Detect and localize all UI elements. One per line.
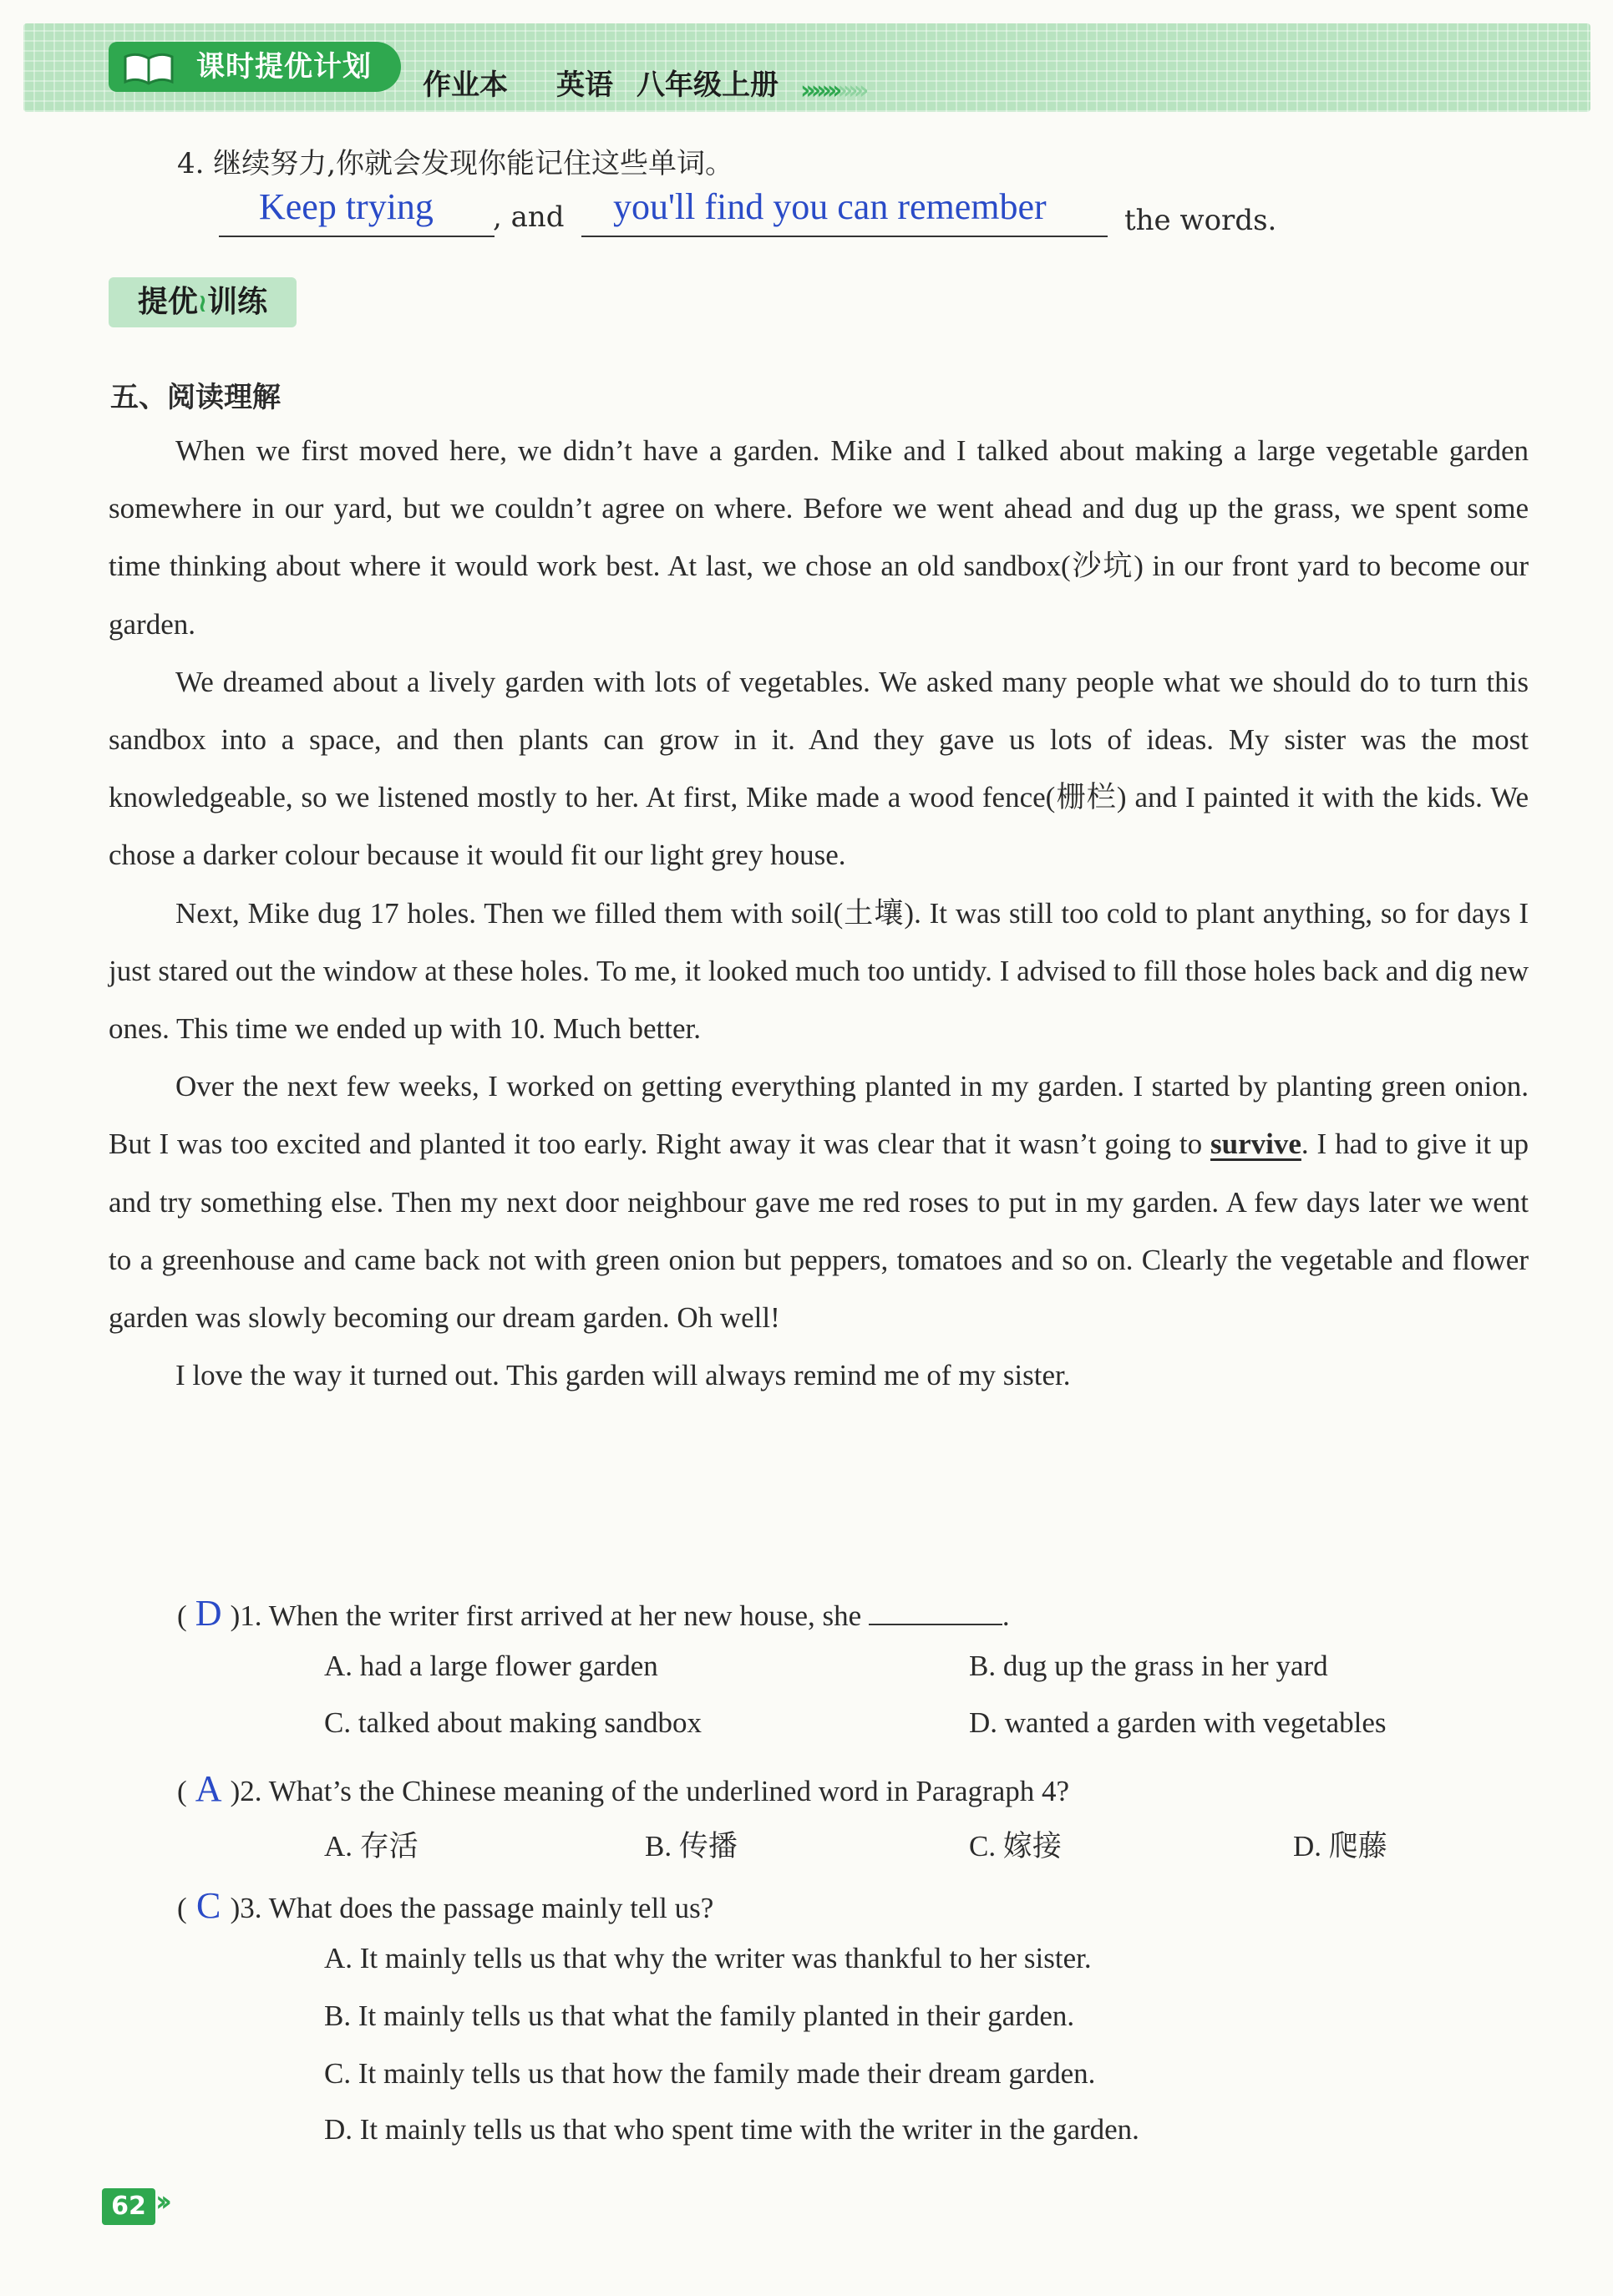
- subject: 英语: [556, 68, 613, 102]
- page-chevron-icon: ››: [155, 2185, 166, 2218]
- q2-answer: A: [195, 1768, 222, 1809]
- q1-answer: D: [195, 1593, 222, 1634]
- underlined-word: survive: [1210, 1128, 1301, 1161]
- question-1: ( D )1. When the writer first arrived at her new house, she .: [177, 1593, 1010, 1634]
- brand-title: 课时提优计划: [196, 50, 372, 84]
- q1-number: )1.: [230, 1599, 262, 1632]
- question-3: ( C )3. What does the passage mainly tell us?: [177, 1885, 714, 1926]
- q4-prompt: 4. 继续努力,你就会发现你能记住这些单词。: [177, 147, 734, 180]
- paragraph-5: I love the way it turned out. This garden will always remind me of my sister.: [175, 1359, 1071, 1392]
- q3-option-a: A. It mainly tells us that why the writer was thankful to her sister.: [324, 1942, 1092, 1974]
- q1-option-a: A. had a large flower garden: [324, 1650, 658, 1682]
- q4-blank-1: [219, 236, 495, 237]
- header-chevrons-icon: ››››››››››››: [800, 76, 865, 105]
- paragraph-2: We dreamed about a lively garden with lots of vegetables. We asked many people what we should do to turn this sandbox into a space, and then plants can grow in it. And they gave us lots of ideas. My sister was the most knowledgeable, so we listened mostly to her. At first, Mike made a wood fence(栅栏) and I painted it with the kids. We chose a darker colour because it would fit our light grey house.: [109, 665, 1529, 872]
- book-icon: [124, 50, 174, 85]
- paragraph-4-start: Over the next few weeks, I worked on getting everything planted in my garden. I started by planting green onion. But I was too excited and planted it too early. Right away it was clear that it wasn’t going to: [109, 1070, 1529, 1161]
- q3-answer: C: [195, 1885, 221, 1926]
- q2-number: )2.: [230, 1775, 262, 1807]
- book-type: 作业本: [423, 68, 508, 102]
- q4-answer-1: Keep trying: [259, 186, 434, 227]
- q3-option-d: D. It mainly tells us that who spent time with the writer in the garden.: [324, 2113, 1139, 2146]
- q2-option-a: A. 存活: [324, 1830, 418, 1863]
- q4-answer-2: you'll find you can remember: [613, 186, 1047, 227]
- q4-tail: the words.: [1124, 204, 1277, 237]
- grade: 八年级上册: [637, 68, 779, 102]
- section-title: 五、阅读理解: [110, 381, 281, 414]
- swirl-icon: ≀: [197, 289, 208, 318]
- paragraph-4-end: . I had to give it up and try something else. Then my next door neighbour gave me red roses to put in my garden. A few days later we went to a greenhouse and came back not with green onion but peppers, tomatoes and so on. Clearly the vegetable and flower garden was slowly becoming our dream garden. Oh well!: [109, 1128, 1529, 1335]
- q1-option-c: C. talked about making sandbox: [324, 1706, 703, 1739]
- q1-stem: When the writer first arrived at her new house, she: [268, 1599, 862, 1632]
- q4-connector: , and: [493, 200, 565, 234]
- q2-option-d: D. 爬藤: [1293, 1830, 1387, 1863]
- q1-stem-end: .: [1002, 1599, 1010, 1632]
- section-tag-part2: 训练: [207, 285, 268, 319]
- paragraph-1: When we first moved here, we didn’t have a garden. Mike and I talked about making a large vegetable garden somewhere in our yard, but we couldn’t agree on where. Before we went ahead and dug up the grass, we spent some time thinking about where it would work best. At last, we chose an old sandbox(沙坑) in our front yard to become our garden.: [109, 434, 1529, 641]
- q1-option-b: B. dug up the grass in her yard: [969, 1650, 1328, 1682]
- q3-option-b: B. It mainly tells us that what the family planted in their garden.: [324, 1999, 1075, 2032]
- q2-stem: What’s the Chinese meaning of the underlined word in Paragraph 4?: [268, 1775, 1070, 1807]
- page-number: 62: [102, 2188, 155, 2225]
- q1-option-d: D. wanted a garden with vegetables: [969, 1706, 1387, 1739]
- q3-number: )3.: [230, 1892, 262, 1924]
- section-tag-part1: 提优: [137, 285, 198, 319]
- paragraph-3: Next, Mike dug 17 holes. Then we filled them with soil(土壤). It was still too cold to plant anything, so for days I just stared out the window at these holes. To me, it looked much too untidy. I advised to fill those holes back and dig new ones. This time we ended up with 10. Much better.: [109, 896, 1529, 1046]
- q4-blank-2: [581, 236, 1108, 237]
- question-2: ( A )2. What’s the Chinese meaning of the underlined word in Paragraph 4?: [177, 1768, 1070, 1809]
- paragraph-4: [109, 1057, 1529, 1346]
- reading-passage: [109, 422, 1529, 1404]
- q1-blank: [869, 1599, 1002, 1625]
- q3-option-c: C. It mainly tells us that how the family made their dream garden.: [324, 2057, 1096, 2090]
- q2-option-c: C. 嫁接: [969, 1830, 1062, 1863]
- q2-option-b: B. 传播: [645, 1830, 738, 1863]
- q3-stem: What does the passage mainly tell us?: [268, 1892, 714, 1924]
- section-tag: [109, 277, 297, 327]
